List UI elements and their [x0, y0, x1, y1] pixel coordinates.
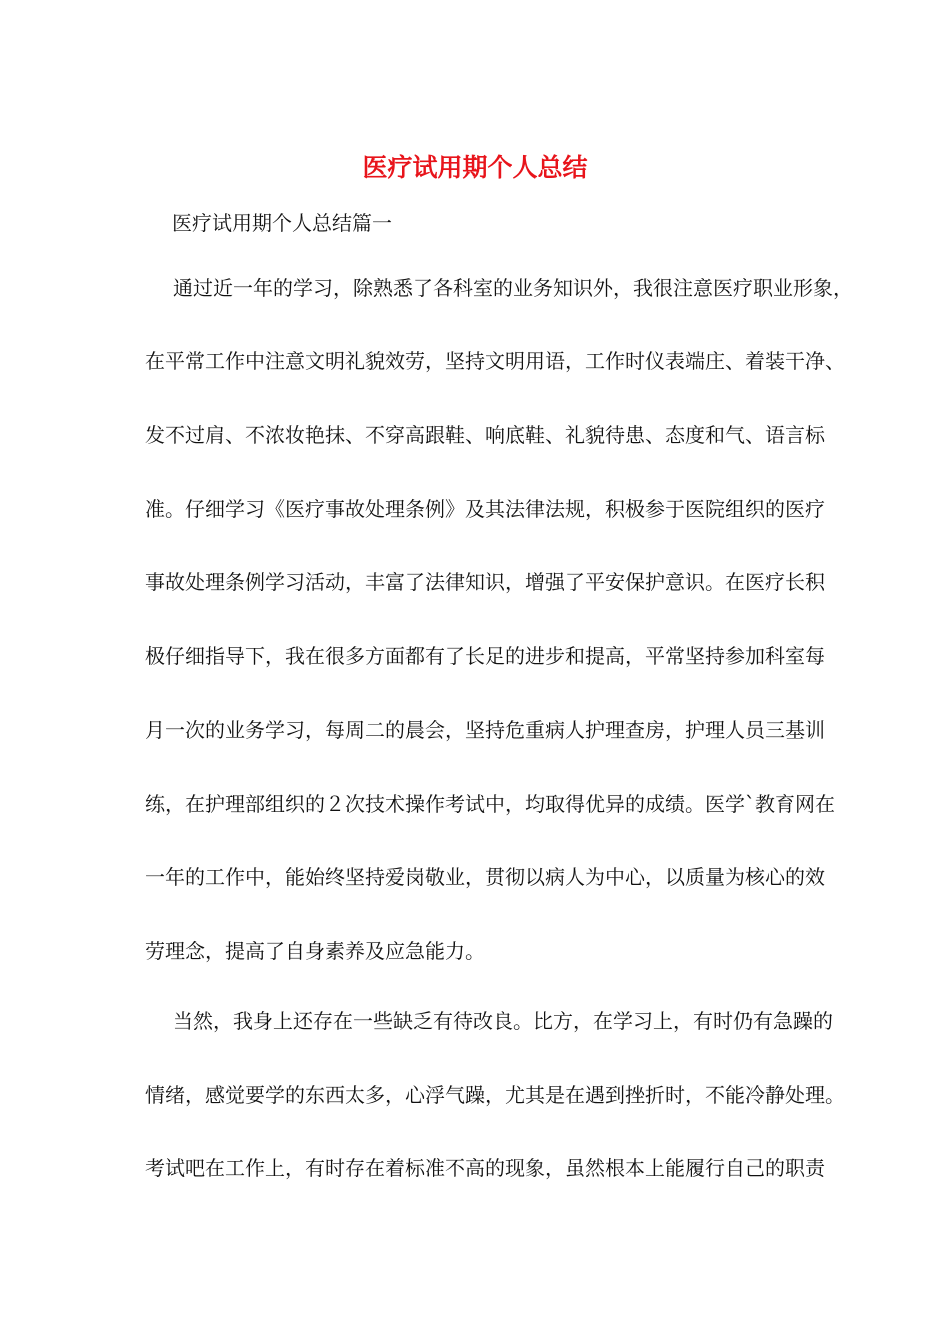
document-title: 医疗试用期个人总结	[362, 153, 588, 182]
text-line: 极仔细指导下，我在很多方面都有了长足的进步和提高，平常坚持参加科室每	[145, 644, 825, 668]
text-line: 一年的工作中，能始终坚持爱岗敬业，贯彻以病人为中心，以质量为核心的效	[145, 865, 825, 889]
text-line: 当然，我身上还存在一些缺乏有待改良。比方，在学习上，有时仍有急躁的	[173, 1009, 833, 1033]
text-line: 准。仔细学习《医疗事故处理条例》及其法律法规，积极参于医院组织的医疗	[145, 497, 825, 521]
text-line: 在平常工作中注意文明礼貌效劳，坚持文明用语，工作时仪表端庄、着装干净、	[145, 349, 845, 373]
text-line: 通过近一年的学习，除熟悉了各科室的业务知识外，我很注意医疗职业形象，	[173, 276, 853, 300]
text-line: 考试吧在工作上，有时存在着标准不高的现象，虽然根本上能履行自己的职责	[145, 1156, 825, 1180]
text-line: 事故处理条例学习活动，丰富了法律知识，增强了平安保护意识。在医疗长积	[145, 570, 825, 594]
text-line: 劳理念，提高了自身素养及应急能力。	[145, 939, 485, 963]
text-line: 练，在护理部组织的２次技术操作考试中，均取得优异的成绩。医学`教育网在	[145, 792, 835, 816]
text-line: 情绪，感觉要学的东西太多，心浮气躁，尤其是在遇到挫折时，不能冷静处理。	[145, 1083, 845, 1107]
section-heading: 医疗试用期个人总结篇一	[172, 211, 392, 235]
text-line: 发不过肩、不浓妆艳抹、不穿高跟鞋、响底鞋、礼貌待患、态度和气、语言标	[145, 423, 825, 447]
text-line: 月一次的业务学习，每周二的晨会，坚持危重病人护理查房，护理人员三基训	[145, 718, 825, 742]
